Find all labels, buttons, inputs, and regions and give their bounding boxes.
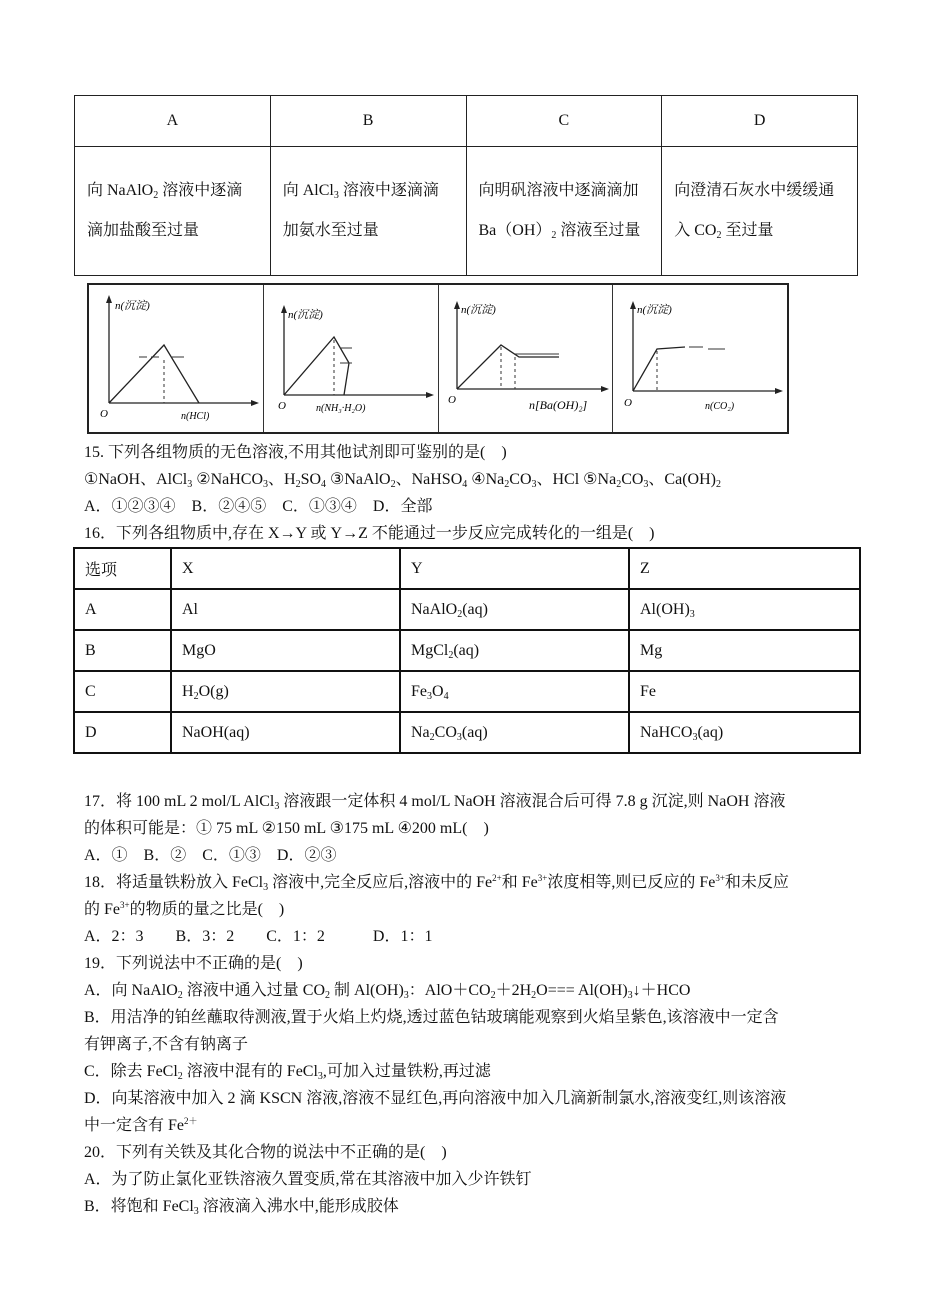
- x-axis-label: n(CO₂): [705, 401, 735, 412]
- origin-label: O: [277, 400, 286, 412]
- option-cell-a: 向 NaAlO$_2$ 溶液中逐滴滴加盐酸至过量: [75, 147, 271, 276]
- table-row: [74, 712, 860, 753]
- option-cell-d: 向澄清石灰水中缓缓通入 $CO_2$ 至过量: [662, 147, 858, 276]
- question-19-option-d2: 中一定含有 $Fe^{2+}$: [84, 1116, 198, 1134]
- question-17-line2: 的体积可能是：① 75 mL ②150 mL ③175 mL ④200 mL( ): [84, 820, 489, 837]
- question-15-stem: 15. 下列各组物质的无色溶液,不用其他试剂即可鉴别的是( ): [84, 444, 507, 461]
- origin-label: O: [624, 397, 633, 409]
- question-16-table: [73, 547, 861, 754]
- table-cell: MgCl$_2$(aq): [400, 630, 629, 671]
- question-19-option-d1: D．向某溶液中加入 2 滴 KSCN 溶液,溶液不显红色,再向溶液中加入几滴新制氯水,溶液变红,则该溶液: [84, 1090, 787, 1107]
- table-cell: $Al(OH)_3$: [629, 589, 860, 630]
- table-row: [74, 548, 860, 589]
- question-18-line1: 18．将适量铁粉放入 FeCl$_3$ 溶液中,完全反应后,溶液中的 $Fe^{2+}$和 $Fe^{3+}$浓度相等,则已反应的 $Fe^{3+}$和未反应: [84, 873, 789, 893]
- precipitate-graphs: [87, 283, 789, 434]
- question-18-line2: 的 $Fe^{3+}$的物质的量之比是( ): [84, 900, 285, 918]
- table-cell: MgO: [171, 630, 400, 671]
- question-18-options: A．2：3 B．3：2 C．1：2 D．1：1: [84, 928, 433, 945]
- question-17-20: [84, 788, 874, 1220]
- question-20-option-b: B．将饱和 FeCl$_3$ 溶液滴入沸水中,能形成胶体: [84, 1198, 399, 1217]
- option-header-d: D: [662, 96, 858, 147]
- option-cell-b: 向 AlCl$_3$ 溶液中逐滴滴加氨水至过量: [270, 147, 466, 276]
- x-arrow-icon: [601, 386, 609, 392]
- x-arrow-icon: [251, 400, 259, 406]
- table-cell: $Na_2CO_3(aq)$: [400, 712, 629, 753]
- curve: [284, 337, 349, 395]
- graph-d: [613, 285, 787, 432]
- question-20-option-a: A．为了防止氯化亚铁溶液久置变质,常在其溶液中加入少许铁钉: [84, 1171, 532, 1188]
- table-cell: $Fe_3O_4$: [400, 671, 629, 712]
- x-arrow-icon: [775, 388, 783, 394]
- question-17-options: A．① B．② C．①③ D．②③: [84, 847, 337, 864]
- table-row: [74, 630, 860, 671]
- question-16: [84, 520, 874, 547]
- reaction-options-table: [74, 95, 858, 276]
- option-cell-c: 向明矾溶液中逐滴滴加 $Ba(OH)_2$ 溶液至过量: [466, 147, 662, 276]
- table-cell: D: [74, 712, 171, 753]
- origin-label: O: [100, 408, 108, 420]
- option-header-c: C: [466, 96, 662, 147]
- curve: [457, 345, 559, 389]
- y-axis-label: n(沉淀): [637, 304, 673, 316]
- question-19-option-c: C．除去 FeCl$_2$ 溶液中混有的 FeCl$_3$,可加入过量铁粉,再过滤: [84, 1063, 491, 1082]
- curve: [109, 345, 199, 403]
- table-cell: NaOH(aq): [171, 712, 400, 753]
- x-axis-label: n[Ba(OH)₂]: [528, 398, 587, 412]
- x-axis-label: n(HCl): [181, 411, 210, 422]
- y-arrow-icon: [454, 301, 460, 309]
- question-17-line1: 17．将 100 mL 2 mol/L AlCl$_3$ 溶液跟一定体积 4 mol/L NaOH 溶液混合后可得 7.8 g 沉淀,则 NaOH 溶液: [84, 793, 786, 812]
- y-arrow-icon: [630, 301, 636, 309]
- question-16-stem: 16．下列各组物质中,存在 X→Y 或 Y→Z 不能通过一步反应完成转化的一组是( ): [84, 525, 655, 542]
- table-row: [74, 671, 860, 712]
- table-header-cell: X: [171, 548, 400, 589]
- table-cell: A: [74, 589, 171, 630]
- y-axis-label: n(沉淀): [460, 304, 496, 316]
- question-15-items: ①NaOH、AlCl$_3$ ②NaHCO$_3$、$H_2SO_4$ ③NaAlO$_2$、NaHSO$_4$ $④Na_2CO_3$、HCl $⑤Na_2CO_3$、$Ca(OH)_2$: [84, 471, 721, 490]
- question-20-stem: 20．下列有关铁及其化合物的说法中不正确的是( ): [84, 1144, 447, 1161]
- table-cell: Mg: [629, 630, 860, 671]
- x-arrow-icon: [426, 392, 434, 398]
- table-row: [74, 589, 860, 630]
- question-19-stem: 19．下列说法中不正确的是( ): [84, 955, 303, 972]
- graph-a: [89, 285, 264, 432]
- table-cell: NaHCO$_3$(aq): [629, 712, 860, 753]
- y-axis-label: n(沉淀): [287, 309, 323, 321]
- question-19-option-b1: B．用洁净的铂丝蘸取待测液,置于火焰上灼烧,透过蓝色钴玻璃能观察到火焰呈紫色,该溶液中一定含: [84, 1009, 779, 1026]
- table-cell: Fe: [629, 671, 860, 712]
- curve: [633, 347, 685, 391]
- origin-label: O: [447, 394, 456, 406]
- x-axis-label: n(NH₃·H₂O): [315, 403, 366, 414]
- table-cell: $H_2O(g)$: [171, 671, 400, 712]
- graph-b: [264, 285, 439, 432]
- option-header-b: B: [270, 96, 466, 147]
- table-header-cell: Y: [400, 548, 629, 589]
- y-arrow-icon: [281, 305, 287, 313]
- y-arrow-icon: [106, 295, 112, 303]
- question-15-options: A．①②③④ B．②④⑤ C．①③④ D．全部: [84, 498, 433, 515]
- table-cell: B: [74, 630, 171, 671]
- question-15: [84, 439, 874, 520]
- graph-c: [439, 285, 614, 432]
- table-header-cell: Z: [629, 548, 860, 589]
- option-header-a: A: [75, 96, 271, 147]
- table-cell: Al: [171, 589, 400, 630]
- question-19-option-b2: 有钾离子,不含有钠离子: [84, 1036, 249, 1053]
- question-19-option-a: A．向 NaAlO$_2$ 溶液中通入过量 $CO_2$ 制 $Al(OH)_3$：$AlO+CO_2+2H_2O===$ $Al(OH)_3↓+HCO$: [84, 982, 691, 1001]
- y-axis-label: n(沉淀): [115, 300, 150, 312]
- table-header-cell: 选项: [74, 548, 171, 589]
- table-cell: NaAlO$_2$(aq): [400, 589, 629, 630]
- table-cell: C: [74, 671, 171, 712]
